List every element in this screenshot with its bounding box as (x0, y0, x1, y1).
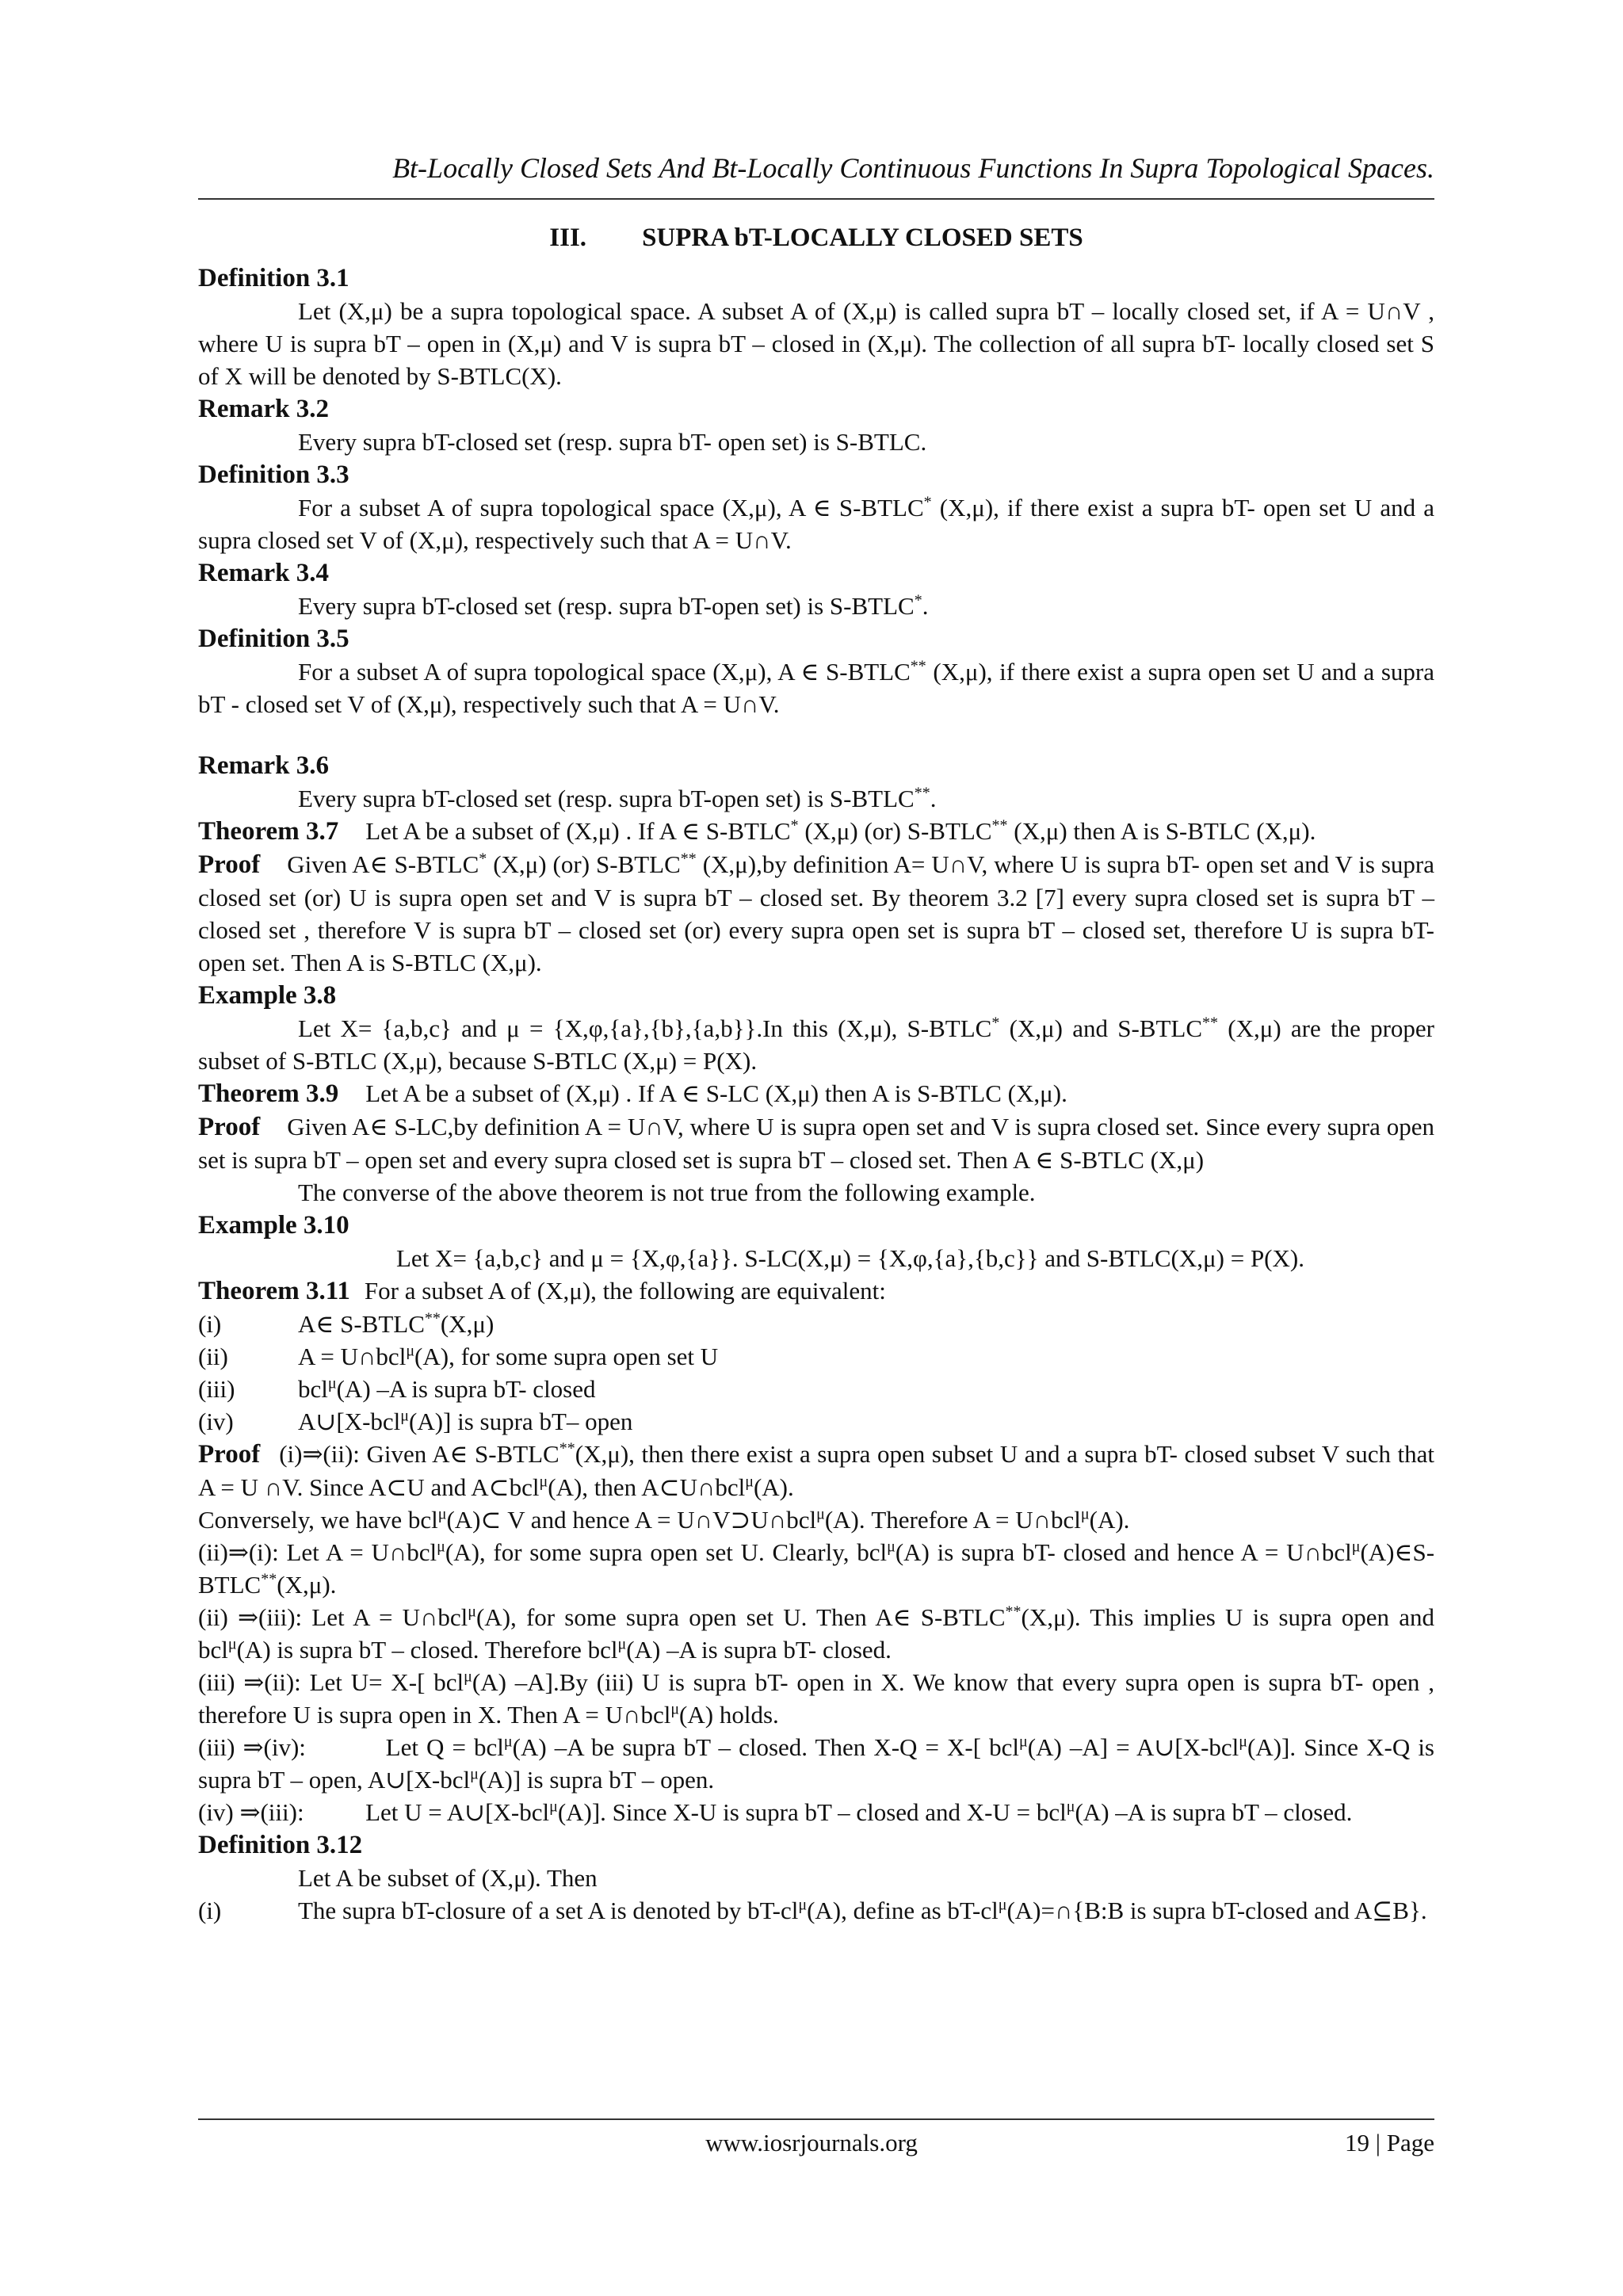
text-run: A∈ S-BTLC (298, 1310, 425, 1338)
text-run: (A), for some supra open set U. Then A∈ S-BTLC (475, 1603, 1006, 1631)
list-label: (iv) (198, 1408, 234, 1435)
text-run: (iii) ⇒(iv): Let Q = bcl (198, 1733, 504, 1761)
text-run: (A) –A is supra bT- closed. (626, 1636, 892, 1664)
text-run: . (930, 785, 937, 812)
list-text (298, 1340, 1434, 1373)
running-header: Bt-Locally Closed Sets And Bt-Locally Continuous Functions In Supra Topological Spaces. (392, 152, 1434, 184)
theorem-3-7 (198, 815, 1434, 848)
superscript: μ (437, 1505, 447, 1523)
text-run: For a subset A of supra topological space (X,μ), A ∈ S-BTLC (298, 658, 911, 686)
text-run: (A), then A⊂U∩bcl (548, 1473, 746, 1501)
text-run: (A) –A is supra bT – closed. (1075, 1798, 1353, 1826)
page-number: 19 | Page (1345, 2129, 1434, 2157)
superscript: μ (503, 1733, 513, 1751)
converse-note: The converse of the above theorem is not true from the following example. (298, 1179, 1036, 1206)
example-3-8-heading: Example 3.8 (198, 981, 337, 1010)
definition-3-1-text: Let (X,μ) be a supra topological space. A subset A of (X,μ) is called supra bT – locally closed set, if A = U∩V , where U is supra bT – open in (X,μ) and V is supra bT – closed in (X,μ). The collection of all supra bT- locally closed set S of X will be denoted by S-BTLC(X). (198, 297, 1434, 390)
example-3-10-text: Let X= {a,b,c} and μ = {X,φ,{a}}. S-LC(X,μ) = {X,φ,{a},{b,c}} and S-BTLC(X,μ) = P(X). (396, 1244, 1304, 1272)
definition-3-5-heading: Definition 3.5 (198, 625, 349, 653)
text-run: (A) –A be supra bT – closed. Then X-Q = X-[ bcl (512, 1733, 1020, 1761)
text-run: A = U∩bcl (298, 1343, 407, 1370)
text-run: (X,μ) are the proper subset of S-BTLC (X,μ), because S-BTLC (X,μ) = P(X). (198, 1014, 1434, 1075)
text-run: (A)] is supra bT – open. (478, 1766, 715, 1794)
text-run: Let A be a subset of (X,μ) . If A ∈ S-BTLC (365, 817, 791, 845)
superscript: μ (670, 1700, 680, 1718)
superscript: * (923, 493, 932, 511)
text-run: (A) is supra bT – closed. Therefore bcl (236, 1636, 618, 1664)
superscript: μ (1351, 1538, 1361, 1556)
text-run: (X,μ), if there exist a supra bT- open set U and a supra closed set V of (X,μ), respectively such that A = U∩V. (198, 494, 1434, 554)
superscript: μ (617, 1635, 627, 1653)
section-number: III. (549, 223, 587, 252)
text-run: . (922, 592, 929, 620)
text-run: (A)=∩{B:B is supra bT-closed and A⊆B}. (1006, 1897, 1427, 1924)
text-run: (A), for some supra open set U. Clearly, bcl (445, 1538, 888, 1566)
superscript: μ (539, 1473, 548, 1491)
proof-3-11-part-6 (198, 1731, 1434, 1796)
superscript: ** (991, 816, 1008, 835)
proof-3-11-part-3 (198, 1536, 1434, 1601)
text-run: (iv) ⇒(iii): Let U = A∪[X-bcl (198, 1798, 550, 1826)
superscript: * (790, 816, 799, 835)
theorem-3-11 (198, 1274, 1434, 1308)
header-rule (198, 198, 1434, 200)
superscript: ** (914, 784, 930, 802)
remark-3-6-heading: Remark 3.6 (198, 751, 329, 780)
superscript: μ (549, 1797, 558, 1816)
superscript: μ (327, 1374, 337, 1392)
list-text (298, 1308, 1434, 1340)
superscript: ** (1005, 1603, 1022, 1621)
text-run: Given A∈ S-LC,by definition A = U∩V, where U is supra open set and V is supra closed set. Since every supra open set is supra bT – open set and every supra closed set is supra bT – closed set. Then A ∈ S-BTLC (X,μ) (198, 1113, 1434, 1174)
superscript: μ (1066, 1797, 1075, 1816)
superscript: μ (1019, 1733, 1028, 1751)
superscript: ** (559, 1439, 575, 1457)
text-run: (A) –A is supra bT- closed (336, 1375, 596, 1403)
superscript: μ (227, 1635, 237, 1653)
text-run: (iii) ⇒(ii): Let U= X-[ bcl (198, 1668, 464, 1696)
theorem-3-7-heading: Theorem 3.7 (198, 817, 339, 846)
superscript: μ (998, 1896, 1007, 1914)
list-item (198, 1405, 1434, 1438)
text-run: For a subset A of supra topological space (X,μ), A ∈ S-BTLC (298, 494, 924, 521)
text-run: (X,μ). (277, 1571, 337, 1599)
text-run: (X,μ). This implies U is supra open and bcl (198, 1603, 1434, 1664)
remark-3-2-text: Every supra bT-closed set (resp. supra bT- open set) is S-BTLC. (298, 428, 927, 456)
list-item (198, 1340, 1434, 1373)
remark-3-2-heading: Remark 3.2 (198, 395, 329, 423)
text-run: (i)⇒(ii): Given A∈ S-BTLC (279, 1440, 559, 1468)
proof-3-11-part-2 (198, 1503, 1434, 1536)
definition-3-3-text (198, 491, 1434, 556)
definition-3-3-heading: Definition 3.3 (198, 460, 349, 489)
text-run: (A) –A] = A∪[X-bcl (1027, 1733, 1239, 1761)
superscript: * (991, 1014, 1000, 1032)
journal-url: www.iosrjournals.org (705, 2129, 918, 2157)
superscript: ** (680, 850, 697, 868)
list-item (198, 1308, 1434, 1340)
definition-3-12-intro: Let A be subset of (X,μ). Then (298, 1864, 598, 1892)
superscript: ** (910, 657, 926, 675)
text-run: (A) –A].By (iii) U is supra bT- open in X. We know that every supra open is supra bT- open , therefore U is supra open in X. Then A = U∩bcl (198, 1668, 1434, 1729)
proof-heading: Proof (198, 850, 261, 879)
list-text (298, 1894, 1434, 1927)
text-run: Conversely, we have bcl (198, 1506, 438, 1534)
text-run: Let A be a subset of (X,μ) . If A ∈ S-LC (X,μ) then A is S-BTLC (X,μ). (365, 1079, 1067, 1107)
definition-3-5-text (198, 655, 1434, 720)
text-run: (A) is supra bT- closed and hence A = U∩bcl (895, 1538, 1352, 1566)
superscript: μ (406, 1342, 415, 1360)
list-text (298, 1373, 1434, 1405)
text-run: (X,μ) and S-BTLC (999, 1014, 1203, 1042)
text-run: Given A∈ S-BTLC (287, 850, 479, 878)
superscript: μ (1080, 1505, 1090, 1523)
superscript: μ (798, 1896, 808, 1914)
superscript: * (914, 591, 922, 609)
list-label: (iii) (198, 1375, 235, 1403)
text-run: Every supra bT-closed set (resp. supra bT-open set) is S-BTLC (298, 592, 915, 620)
text-run: (X,μ) then A is S-BTLC (X,μ). (1007, 817, 1316, 845)
text-run: (A), define as bT-cl (807, 1897, 999, 1924)
superscript: μ (400, 1407, 410, 1425)
text-run: (X,μ),by definition A= U∩V, where U is supra bT- open set and V is supra closed set (or) U is supra open set and V is supra bT – closed set. By theorem 3.2 [7] every supra closed set is supra bT – closed set , therefore V is supra bT – closed set (or) every supra open set is supra bT – closed set, therefore U is supra bT- open set. Then A is S-BTLC (X,μ). (198, 850, 1434, 976)
text-run: The supra bT-closure of a set A is denoted by bT-cl (298, 1897, 799, 1924)
list-label: (i) (198, 1310, 222, 1338)
superscript: ** (424, 1309, 441, 1328)
superscript: μ (816, 1505, 825, 1523)
list-item (198, 1894, 1434, 1927)
section-title (198, 219, 1434, 257)
proof-3-7 (198, 848, 1434, 979)
text-run: (A)⊂ V and hence A = U∩V⊃U∩bcl (446, 1506, 817, 1534)
definition-3-12-heading: Definition 3.12 (198, 1831, 363, 1859)
footer-rule (198, 2118, 1434, 2120)
remark-3-4-heading: Remark 3.4 (198, 559, 329, 587)
text-run: Every supra bT-closed set (resp. supra bT-open set) is S-BTLC (298, 785, 915, 812)
superscript: μ (470, 1765, 479, 1783)
list-item (198, 1373, 1434, 1405)
list-text (298, 1405, 1434, 1438)
proof-3-11-part-5 (198, 1666, 1434, 1731)
theorem-3-11-heading: Theorem 3.11 (198, 1277, 350, 1305)
text-run: (ii) ⇒(iii): Let A = U∩bcl (198, 1603, 468, 1631)
list-label: (i) (198, 1897, 222, 1924)
section-heading: SUPRA bT-LOCALLY CLOSED SETS (642, 223, 1083, 252)
superscript: μ (745, 1473, 754, 1491)
spacer (198, 720, 1434, 749)
definition-3-1-heading: Definition 3.1 (198, 264, 349, 292)
page-body (198, 219, 1434, 1927)
text-run: For a subset A of (X,μ), the following are equivalent: (364, 1277, 886, 1305)
superscript: ** (261, 1570, 277, 1588)
superscript: μ (464, 1668, 472, 1686)
text-run: (A). Therefore A = U∩bcl (824, 1506, 1081, 1534)
text-run: (A)∈S-BTLC (198, 1538, 1435, 1599)
text-run: (X,μ), if there exist a supra open set U and a supra bT - closed set V of (X,μ), respectively such that A = U∩V. (198, 658, 1434, 718)
superscript: μ (437, 1538, 445, 1556)
text-run: (A) holds. (679, 1701, 779, 1729)
text-run: (X,μ), then there exist a supra open subset U and a supra bT- closed subset V such that A = U ∩V. Since A⊂U and A⊂bcl (198, 1440, 1434, 1501)
remark-3-6-text (198, 782, 1434, 815)
proof-heading: Proof (198, 1113, 261, 1141)
proof-3-11-part-1 (198, 1438, 1434, 1503)
text-run: (X,μ) (or) S-BTLC (487, 850, 681, 878)
proof-3-9 (198, 1110, 1434, 1176)
text-run: (A)]. Since X-Q is supra bT – open, A∪[X-bcl (198, 1733, 1434, 1794)
text-run: Let X= {a,b,c} and μ = {X,φ,{a},{b},{a,b}}.In this (X,μ), S-BTLC (298, 1014, 992, 1042)
text-run: (A). (1089, 1506, 1130, 1534)
text-run: (A), for some supra open set U (414, 1343, 719, 1370)
text-run: (A)] is supra bT– open (409, 1408, 633, 1435)
example-3-10-heading: Example 3.10 (198, 1211, 349, 1240)
remark-3-4-text (198, 590, 1434, 622)
text-run: (X,μ) (or) S-BTLC (798, 817, 992, 845)
superscript: * (479, 850, 487, 868)
example-3-8-text (198, 1012, 1434, 1077)
text-run: (X,μ) (440, 1310, 495, 1338)
text-run: (ii)⇒(i): Let A = U∩bcl (198, 1538, 437, 1566)
superscript: ** (1202, 1014, 1219, 1032)
superscript: μ (1239, 1733, 1248, 1751)
proof-3-11-part-7 (198, 1796, 1434, 1828)
theorem-3-9 (198, 1077, 1434, 1110)
superscript: μ (887, 1538, 896, 1556)
superscript: μ (468, 1603, 476, 1621)
text-run: A∪[X-bcl (298, 1408, 401, 1435)
text-run: (A)]. Since X-U is supra bT – closed and X-U = bcl (557, 1798, 1067, 1826)
proof-heading: Proof (198, 1440, 261, 1469)
proof-3-11-part-4 (198, 1601, 1434, 1666)
text-run: (A). (753, 1473, 794, 1501)
list-label: (ii) (198, 1343, 228, 1370)
theorem-3-9-heading: Theorem 3.9 (198, 1079, 339, 1108)
text-run: bcl (298, 1375, 328, 1403)
